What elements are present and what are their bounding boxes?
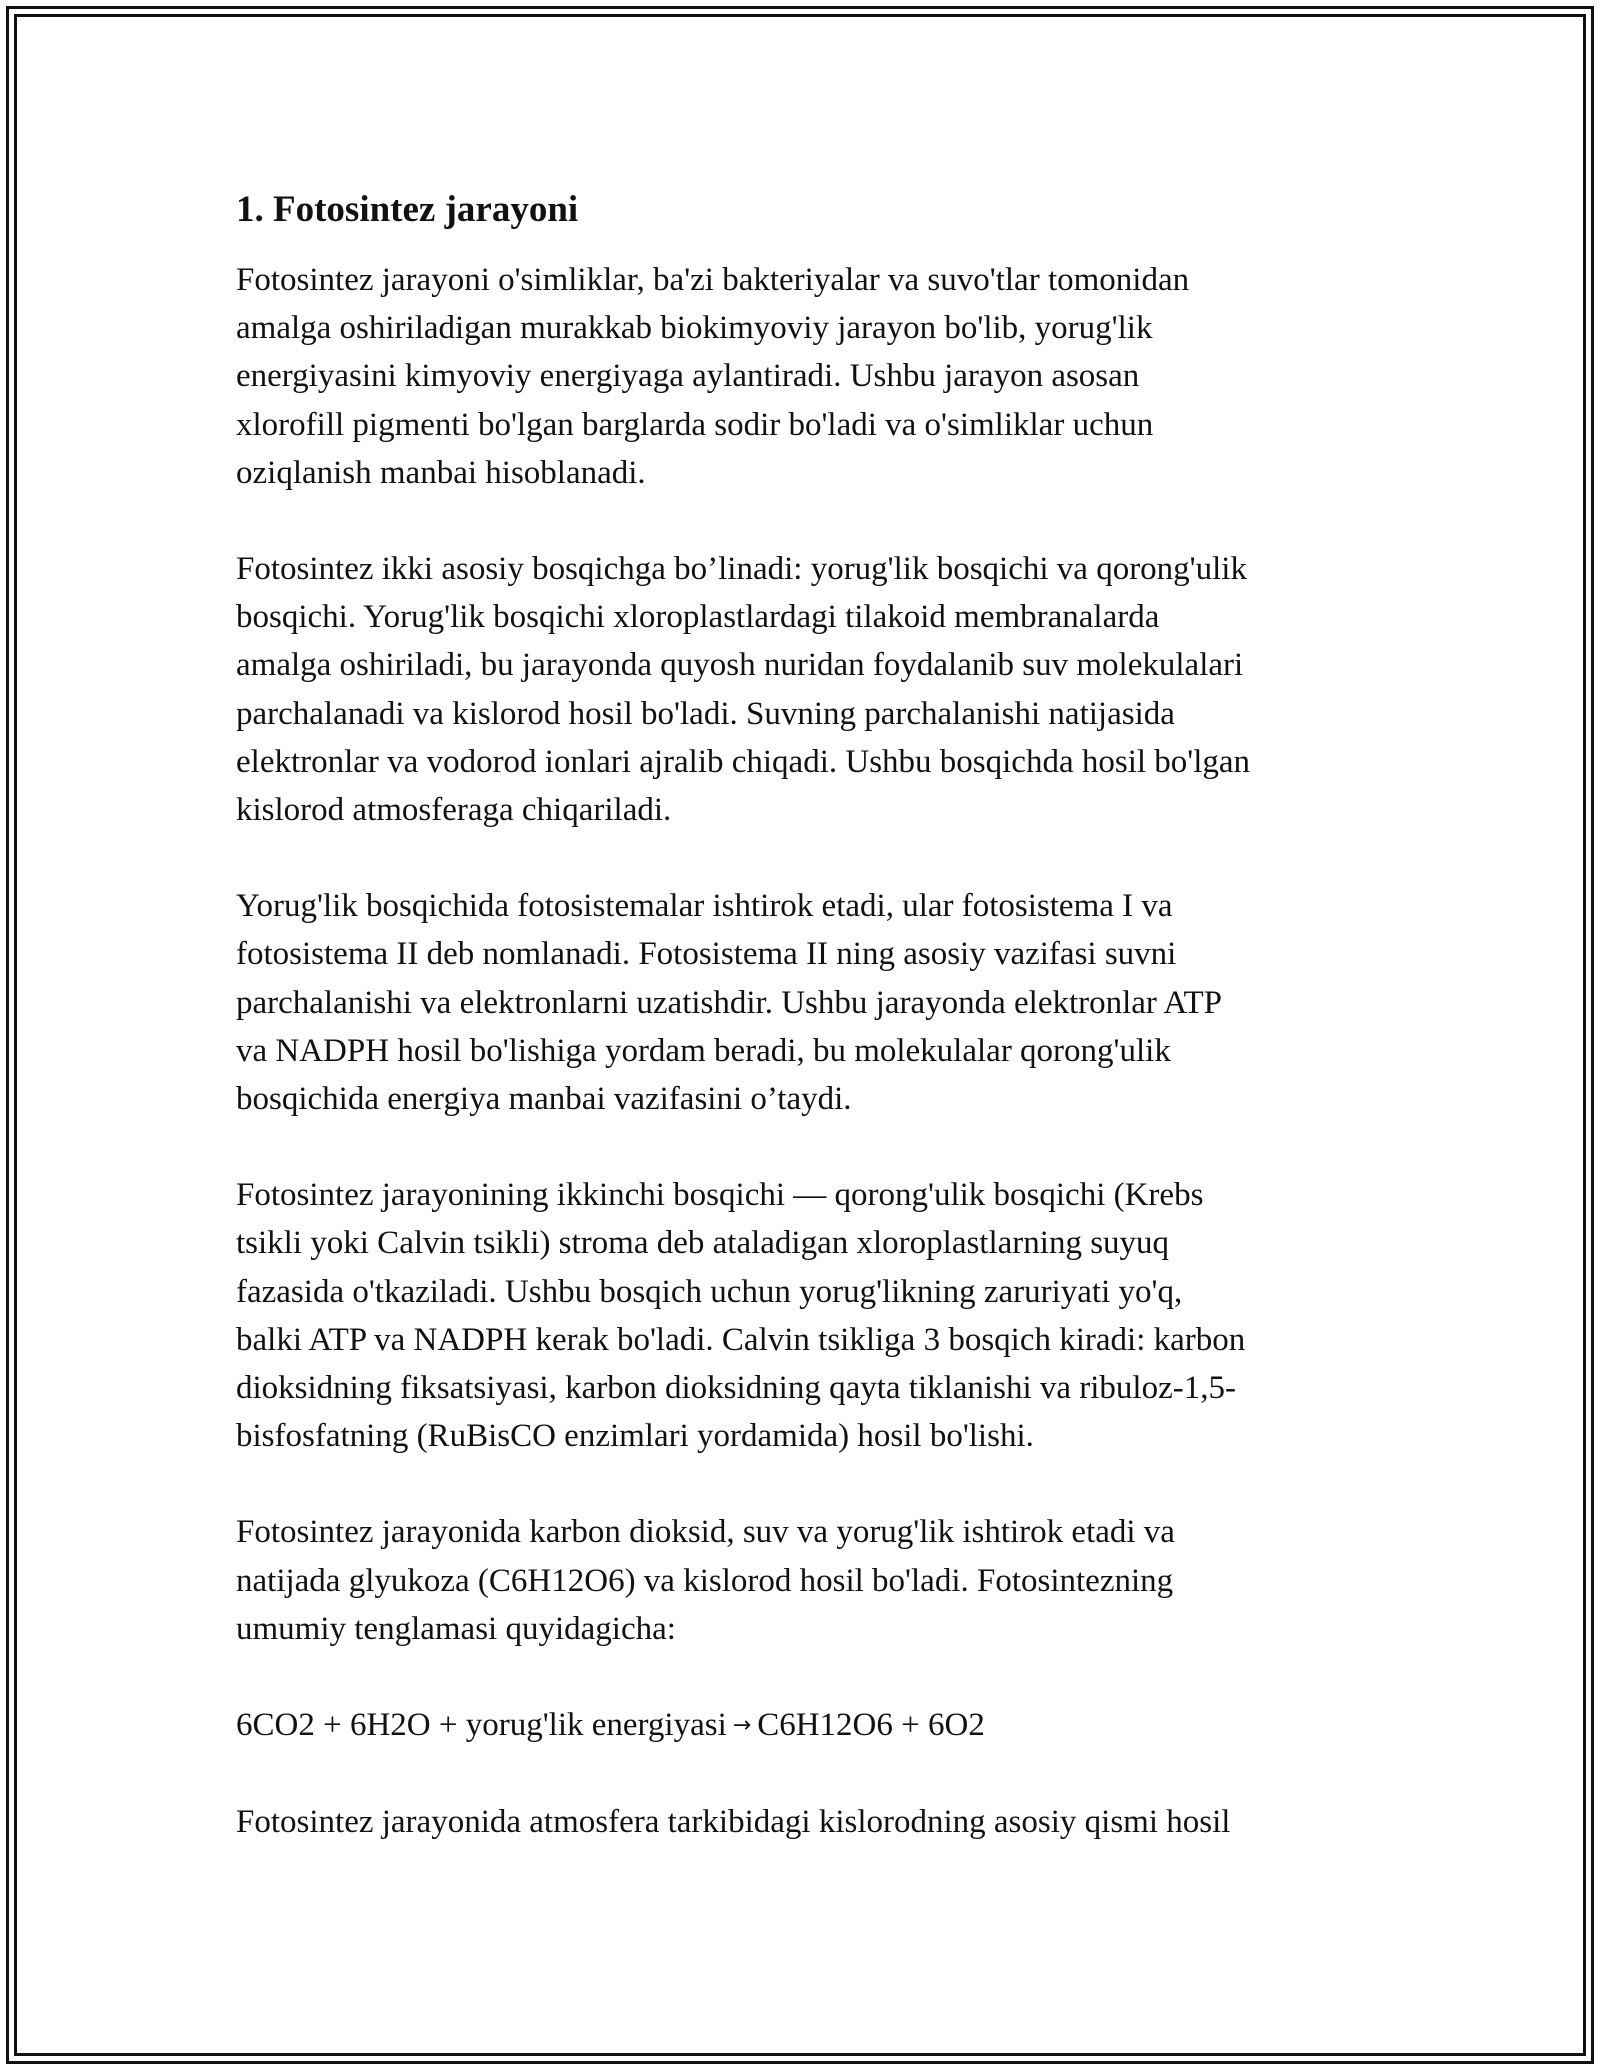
text-line: dioksidning fiksatsiyasi, karbon dioksidning qayta tiklanishi va ribuloz-1,5- (236, 1370, 1236, 1407)
text-line: Fotosintez jarayonining ikkinchi bosqichi — qorong'ulik bosqichi (Krebs (236, 1177, 1204, 1214)
text-line: oziqlanish manbai hisoblanadi. (236, 454, 646, 491)
text-line: Fotosintez jarayonida atmosfera tarkibidagi kislorodning asosiy qismi hosil (236, 1804, 1231, 1841)
text-line: parchalanishi va elektronlarni uzatishdir. Ushbu jarayonda elektronlar ATP (236, 984, 1223, 1021)
text-line: va NADPH hosil bo'lishiga yordam beradi, bu molekulalar qorong'ulik (236, 1032, 1171, 1069)
document-body (236, 186, 1376, 1894)
section-heading: 1. Fotosintez jarayoni (236, 189, 579, 230)
text-line: parchalanadi va kislorod hosil bo'ladi. Suvning parchalanishi natijasida (236, 695, 1175, 732)
text-line: xlorofill pigmenti bo'lgan barglarda sodir bo'ladi va o'simliklar uchun (236, 406, 1154, 443)
text-line: amalga oshiriladigan murakkab biokimyoviy jarayon bo'lib, yorug'lik (236, 310, 1153, 347)
text-line: elektronlar va vodorod ionlari ajralib chiqadi. Ushbu bosqichda hosil bo'lgan (236, 743, 1251, 780)
text-line: fazasida o'tkaziladi. Ushbu bosqich uchun yorug'likning zaruriyati yo'q, (236, 1273, 1183, 1310)
text-line: umumiy tenglamasi quyidagicha: (236, 1610, 676, 1647)
paragraph-intro (236, 256, 1376, 497)
text-line: bisfosfatning (RuBisCO enzimlari yordamida) hosil bo'lishi. (236, 1418, 1034, 1455)
paragraph-calvin-cycle (236, 1171, 1376, 1460)
text-line: energiyasini kimyoviy energiyaga aylantiradi. Ushbu jarayon asosan (236, 358, 1140, 395)
text-line: bosqichida energiya manbai vazifasini o’taydi. (236, 1081, 852, 1118)
equation-line (236, 1701, 1376, 1750)
text-line: Yorug'lik bosqichida fotosistemalar ishtirok etadi, ular fotosistema I va (236, 888, 1173, 925)
text-line: Fotosintez jarayonida karbon dioksid, suv va yorug'lik ishtirok etadi va (236, 1514, 1175, 1551)
equation-left: 6CO2 + 6H2O + yorug'lik energiyasi (236, 1707, 727, 1744)
arrow-icon: → (732, 1713, 752, 1739)
text-line: natijada glyukoza (C6H12O6) va kislorod hosil bo'ladi. Fotosintezning (236, 1562, 1174, 1599)
equation-right: C6H12O6 + 6O2 (757, 1707, 985, 1744)
text-line: balki ATP va NADPH kerak bo'ladi. Calvin tsikliga 3 bosqich kiradi: karbon (236, 1321, 1246, 1358)
equation (236, 1701, 1376, 1750)
text-line: Fotosintez ikki asosiy bosqichga bo’linadi: yorug'lik bosqichi va qorong'ulik (236, 551, 1247, 588)
text-line: kislorod atmosferaga chiqariladi. (236, 792, 672, 829)
paragraph-equation-intro (236, 1508, 1376, 1653)
paragraph-photosystems (236, 882, 1376, 1123)
paragraph-stages (236, 545, 1376, 834)
text-line: Fotosintez jarayoni o'simliklar, ba'zi bakteriyalar va suvo'tlar tomonidan (236, 262, 1190, 298)
paragraph-final (236, 1798, 1376, 1846)
text-line: bosqichi. Yorug'lik bosqichi xloroplastlardagi tilakoid membranalarda (236, 599, 1160, 636)
text-line: amalga oshiriladi, bu jarayonda quyosh nuridan foydalanib suv molekulalari (236, 647, 1244, 684)
text-line: fotosistema II deb nomlanadi. Fotosistema II ning asosiy vazifasi suvni (236, 936, 1177, 973)
text-line: tsikli yoki Calvin tsikli) stroma deb ataladigan xloroplastlarning suyuq (236, 1225, 1170, 1262)
